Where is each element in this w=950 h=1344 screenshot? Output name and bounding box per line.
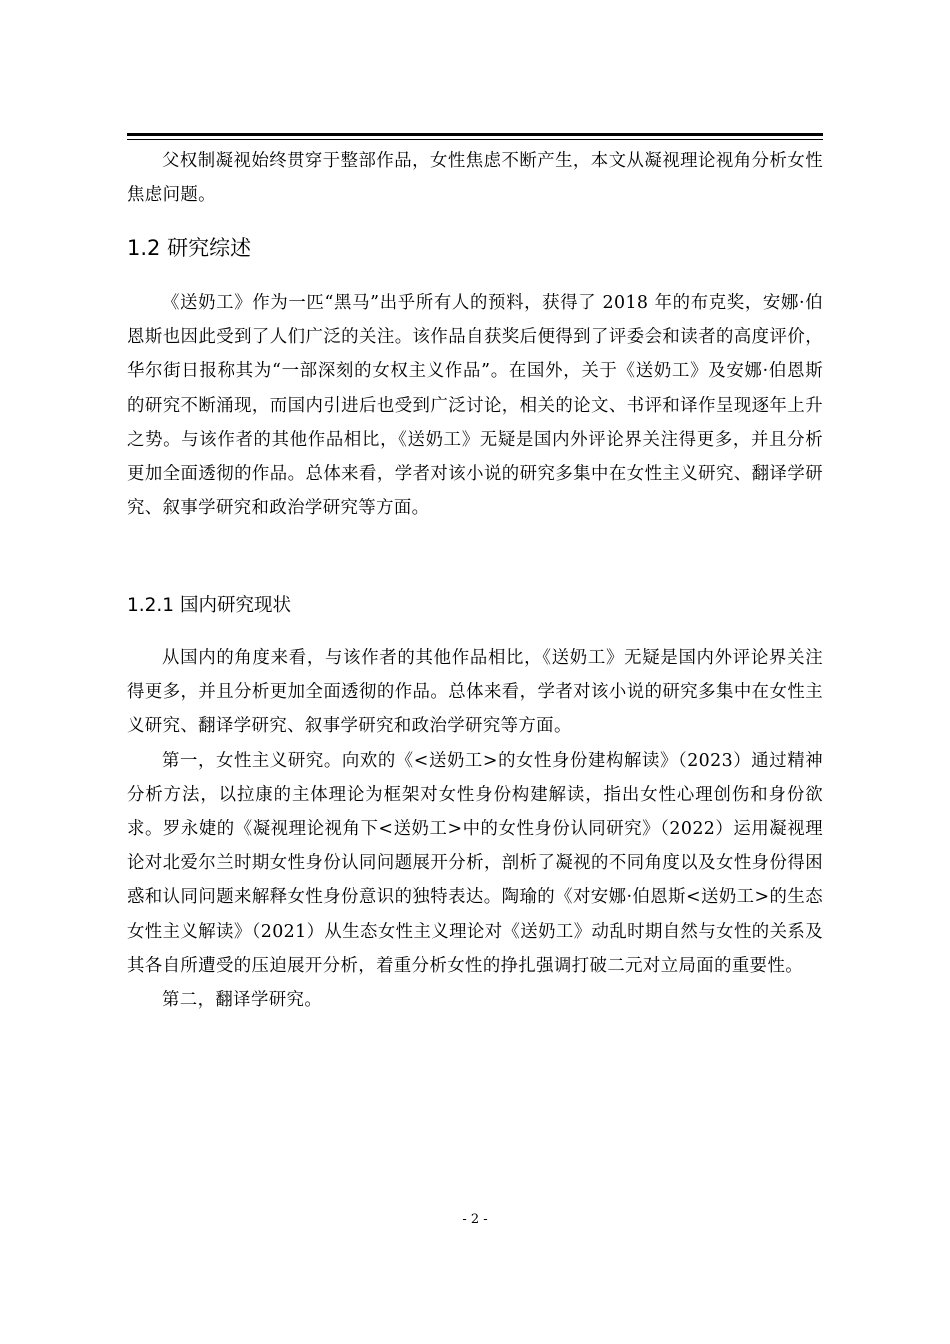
header-rule-thick [127,133,823,136]
feminist-research-paragraph: 第一，女性主义研究。向欢的《<送奶工>的女性身份建构解读》（2023）通过精神分析方法，以拉康的主体理论为框架对女性身份构建解读，指出女性心理创伤和身份欲求。罗永婕的《凝视理论视角下<送奶工>中的女性身份认同研究》（2022）运用凝视理论对北爱尔兰时期女性身份认同问题展开分析，剖析了凝视的不同角度以及女性身份得困惑和认同问题来解释女性身份意识的独特表达。陶瑜的《对安娜·伯恩斯<送奶工>的生态女性主义解读》（2021）从生态女性主义理论对《送奶工》动乱时期自然与女性的关系及其各自所遭受的压迫展开分析，着重分析女性的挣扎强调打破二元对立局面的重要性。 [127,750,823,976]
section-1-2-paragraph: 《送奶工》作为一匹“黑马”出乎所有人的预料，获得了 2018 年的布克奖，安娜·伯恩斯也因此受到了人们广泛的关注。该作品自获奖后便得到了评委会和读者的高度评价，华尔街日报称其为“一部深刻的女权主义作品”。在国外，关于《送奶工》及安娜·伯恩斯的研究不断涌现，而国内引进后也受到广泛讨论，相关的论文、书评和译作呈现逐年上升之势。与该作者的其他作品相比，《送奶工》无疑是国内外评论界关注得更多，并且分析更加全面透彻的作品。总体来看，学者对该小说的研究多集中在女性主义研究、翻译学研究、叙事学研究和政治学研究等方面。 [127,293,823,519]
translation-research-paragraph: 第二，翻译学研究。 [162,990,323,1011]
section-heading-1-2-1: 1.2.1 国内研究现状 [127,595,291,616]
header-rule-thin [127,139,823,140]
section-1-2-body [127,286,823,525]
domestic-intro-paragraph: 从国内的角度来看，与该作者的其他作品相比，《送奶工》无疑是国内外评论界关注得更多，并且分析更加全面透彻的作品。总体来看，学者对该小说的研究多集中在女性主义研究、翻译学研究、叙事学研究和政治学研究等方面。 [127,648,823,737]
section-1-2-1-body [127,641,823,1017]
continuation-paragraph: 父权制凝视始终贯穿于整部作品，女性焦虑不断产生，本文从凝视理论视角分析女性焦虑问题。 [127,151,823,206]
page-number: - 2 - [462,1212,488,1227]
continuation-block [127,144,823,212]
section-heading-1-2: 1.2 研究综述 [127,236,252,260]
